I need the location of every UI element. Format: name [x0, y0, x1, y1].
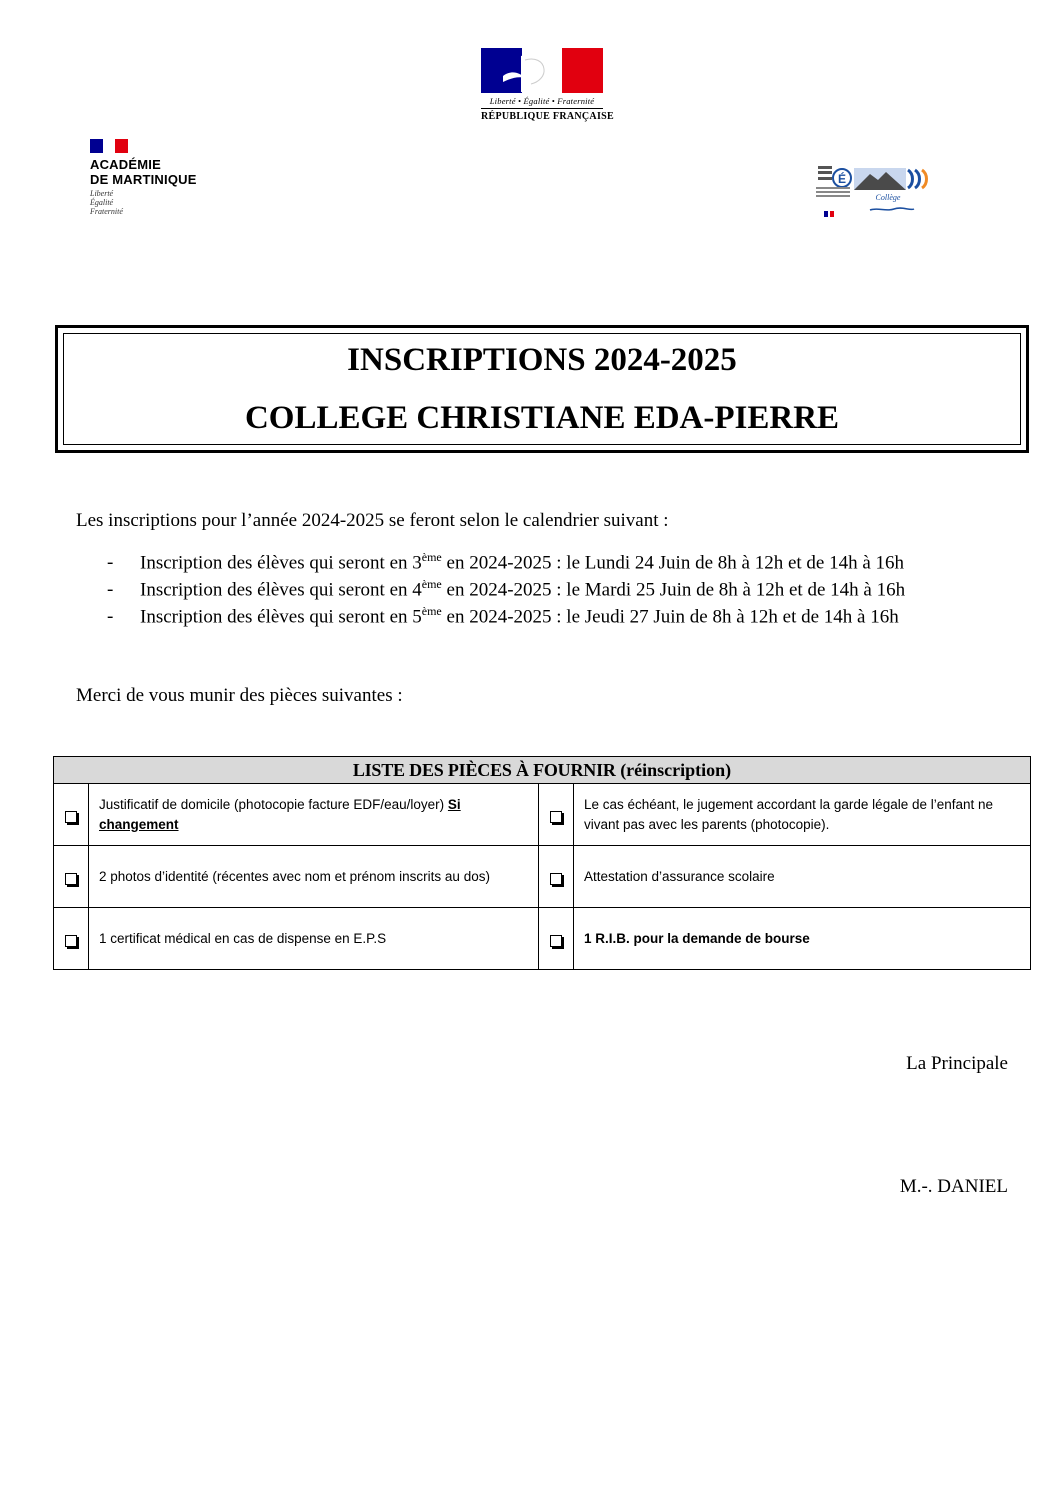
schedule-grade: 4	[412, 579, 422, 601]
schedule-grade: 3	[412, 552, 422, 574]
schedule-date: en 2024-2025 : le Lundi 24 Juin de 8h à 12h et de 14h à 16h	[441, 552, 905, 574]
document-label: 1 R.I.B. pour la demande de bourse	[584, 930, 810, 946]
checkbox-cell	[54, 784, 89, 846]
academie-motto-1: Liberté	[90, 189, 114, 198]
checkbox-icon[interactable]	[550, 811, 562, 823]
document-label: Attestation d’assurance scolaire	[584, 868, 775, 884]
table-header-title: LISTE DES PIÈCES À FOURNIR	[352, 759, 616, 780]
college-logo	[814, 160, 936, 222]
page-title: INSCRIPTIONS 2024-2025	[347, 342, 737, 378]
document-label: 1 certificat médical en cas de dispense en E.P.S	[99, 930, 387, 946]
checkbox-icon[interactable]	[65, 873, 77, 885]
document-condition: Si changement	[99, 796, 461, 832]
table-row	[54, 846, 1031, 908]
schedule-date: en 2024-2025 : le Jeudi 27 Juin de 8h à 12h et de 14h à 16h	[441, 606, 899, 628]
table-row	[54, 908, 1031, 970]
signature-title: La Principale	[906, 1053, 1008, 1074]
document-item	[574, 846, 1031, 908]
checkbox-cell	[539, 784, 574, 846]
schedule-item	[107, 604, 899, 628]
schedule-grade-suffix: ème	[421, 604, 442, 618]
schedule-text: Inscription des élèves qui seront en	[140, 552, 413, 574]
schedule-grade: 5	[412, 606, 422, 628]
schedule-grade-suffix: ème	[421, 550, 442, 564]
table-header-subtitle: (réinscription)	[615, 759, 732, 780]
checkbox-cell	[54, 846, 89, 908]
checkbox-cell	[54, 908, 89, 970]
marianne-small-icon	[90, 139, 128, 153]
title-frame-inner	[63, 333, 1021, 445]
republic-motto: Liberté • Égalité • Fraternité	[489, 96, 595, 106]
marianne-flag-icon	[481, 48, 603, 93]
document-item	[574, 908, 1031, 970]
checkbox-icon[interactable]	[550, 935, 562, 947]
academie-name-line1: ACADÉMIE	[90, 157, 161, 172]
republique-francaise-logo	[481, 48, 614, 122]
schedule-date: en 2024-2025 : le Mardi 25 Juin de 8h à 12h et de 14h à 16h	[441, 579, 906, 601]
academie-logo	[90, 139, 230, 216]
table-header-row	[54, 757, 1031, 784]
svg-text:É: É	[837, 172, 847, 186]
document-item	[89, 784, 539, 846]
college-emblem-icon	[814, 160, 936, 222]
republic-name: RÉPUBLIQUE FRANÇAISE	[481, 111, 614, 122]
schedule-text: Inscription des élèves qui seront en	[140, 579, 413, 601]
academie-motto-3: Fraternité	[90, 207, 123, 216]
checkbox-icon[interactable]	[65, 935, 77, 947]
page-subtitle: COLLEGE CHRISTIANE EDA-PIERRE	[244, 400, 840, 436]
table-header	[54, 757, 1031, 784]
document-item	[89, 908, 539, 970]
title-frame	[55, 325, 1029, 453]
divider	[481, 108, 603, 109]
signature-name: M.-. DANIEL	[899, 1176, 1008, 1197]
list-bullet: -	[107, 552, 114, 574]
checkbox-cell	[539, 908, 574, 970]
document-item	[574, 784, 1031, 846]
schedule-text: Inscription des élèves qui seront en	[140, 606, 413, 628]
intro-text: Les inscriptions pour l’année 2024-2025 se feront selon le calendrier suivant :	[76, 510, 669, 531]
document-label: 2 photos d’identité (récentes avec nom et prénom inscrits au dos)	[99, 868, 490, 884]
college-logo-label: Collège	[875, 193, 901, 202]
academie-name-line2: DE MARTINIQUE	[90, 172, 197, 187]
document-label: Le cas échéant, le jugement accordant la garde légale de l’enfant ne vivant pas avec les parents (photocopie).	[584, 796, 994, 832]
list-bullet: -	[107, 579, 114, 601]
academie-motto-2: Égalité	[90, 198, 114, 207]
table-row	[54, 784, 1031, 846]
checkbox-icon[interactable]	[550, 873, 562, 885]
documents-intro: Merci de vous munir des pièces suivantes :	[76, 685, 403, 706]
schedule-item	[107, 577, 905, 601]
document-label: Justificatif de domicile (photocopie facture EDF/eau/loyer)	[99, 796, 448, 812]
list-bullet: -	[107, 606, 114, 628]
checkbox-cell	[539, 846, 574, 908]
documents-table	[53, 756, 1031, 970]
document-item	[89, 846, 539, 908]
schedule-item	[107, 550, 904, 574]
schedule-grade-suffix: ème	[421, 577, 442, 591]
checkbox-icon[interactable]	[65, 811, 77, 823]
